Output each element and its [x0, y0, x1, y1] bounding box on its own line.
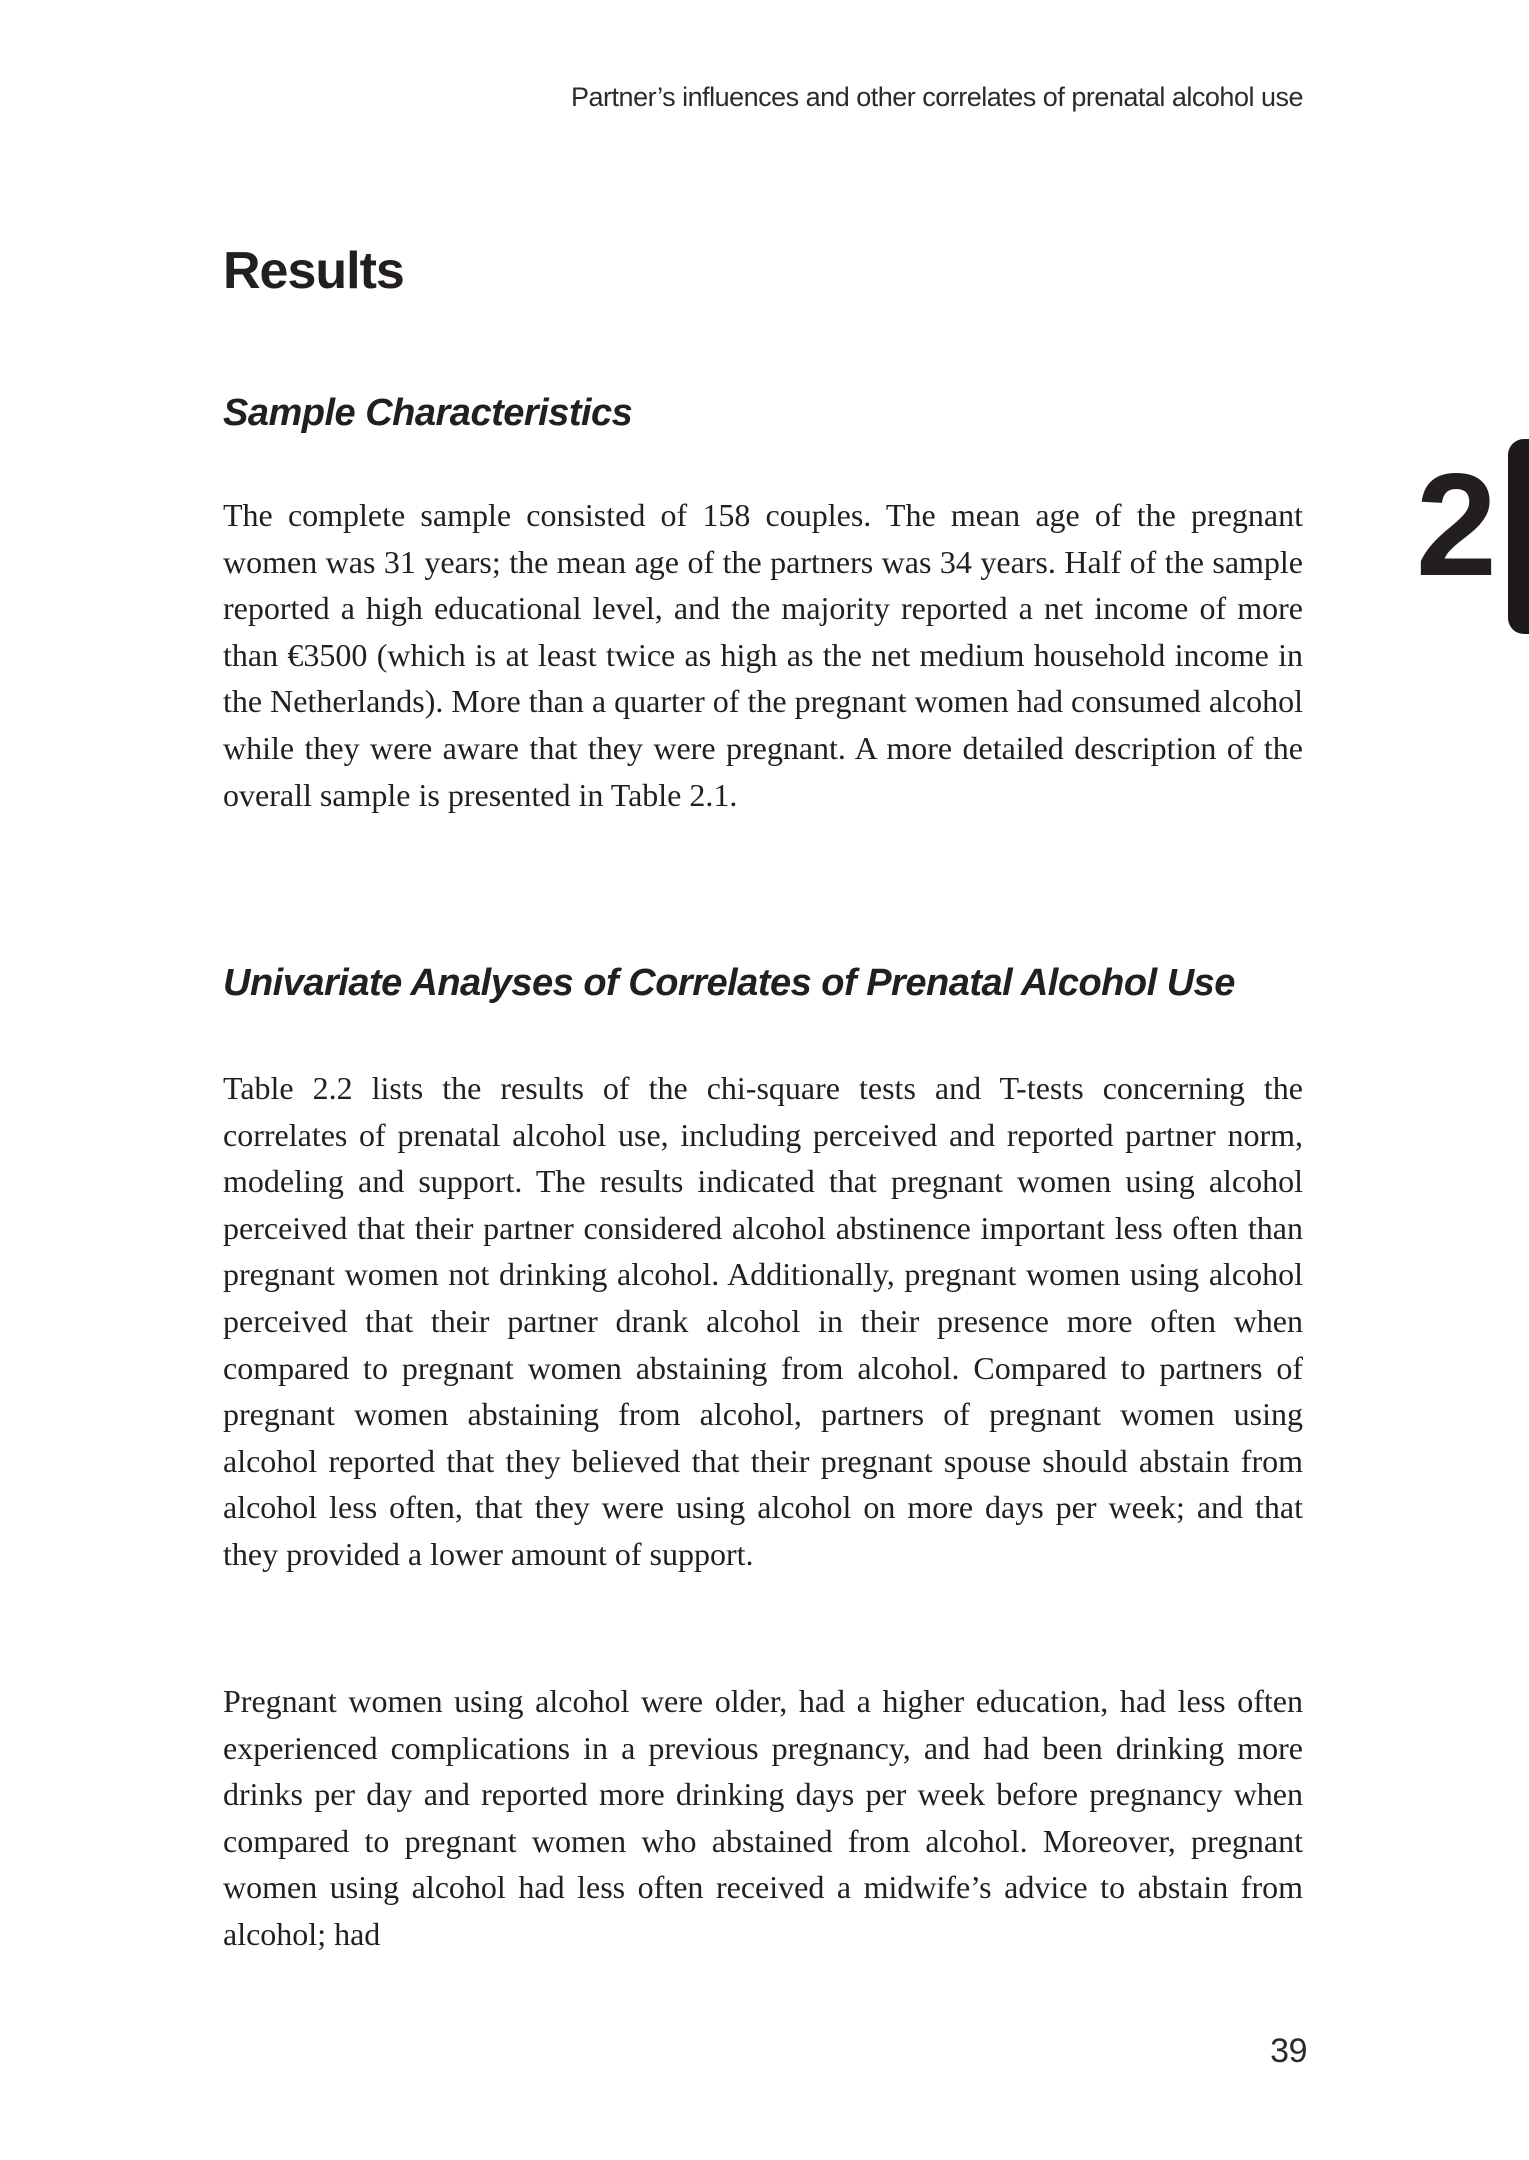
running-header: Partner’s influences and other correlates of prenatal alcohol use — [571, 82, 1303, 112]
paragraph-univariate-analyses-2: Pregnant women using alcohol were older, had a higher education, had less often experienced complications in a previous pregnancy, and had been drinking more drinks per day and reported more drinking days per week before pregnancy when compared to pregnant women who abstained from alcohol. Moreover, pregnant women using alcohol had less often received a midwife’s advice to abstain from alcohol; had — [223, 1683, 1303, 1952]
chapter-tab-bar — [1508, 439, 1529, 634]
section-heading-sample-characteristics: Sample Characteristics — [223, 391, 633, 434]
page-title: Results — [223, 241, 404, 300]
section-heading-univariate-analyses: Univariate Analyses of Correlates of Prenatal Alcohol Use — [223, 961, 1235, 1004]
paragraph-univariate-analyses-1: Table 2.2 lists the results of the chi-square tests and T-tests concerning the correlates of prenatal alcohol use, including perceived and reported partner norm, modeling and support. The results indicated that pregnant women using alcohol perceived that their partner considered alcohol abstinence important less often than pregnant women not drinking alcohol. Additionally, pregnant women using alcohol perceived that their partner drank alcohol in their presence more often when compared to pregnant women abstaining from alcohol. Compared to partners of pregnant women abstaining from alcohol, partners of pregnant women using alcohol reported that they believed that their pregnant spouse should abstain from alcohol less often, that they were using alcohol on more days per week; and that they provided a lower amount of support. — [223, 1070, 1303, 1572]
page-number: 39 — [1270, 2032, 1307, 2070]
chapter-tab-number: 2 — [1415, 443, 1493, 606]
paragraph-sample-characteristics: The complete sample consisted of 158 couples. The mean age of the pregnant women was 31 years; the mean age of the partners was 34 years. Half of the sample reported a high educational level, and the majority reported a net income of more than €3500 (which is at least twice as high as the net medium household income in the Netherlands). More than a quarter of the pregnant women had consumed alcohol while they were aware that they were pregnant. A more detailed description of the overall sample is presented in Table 2.1. — [223, 497, 1303, 813]
